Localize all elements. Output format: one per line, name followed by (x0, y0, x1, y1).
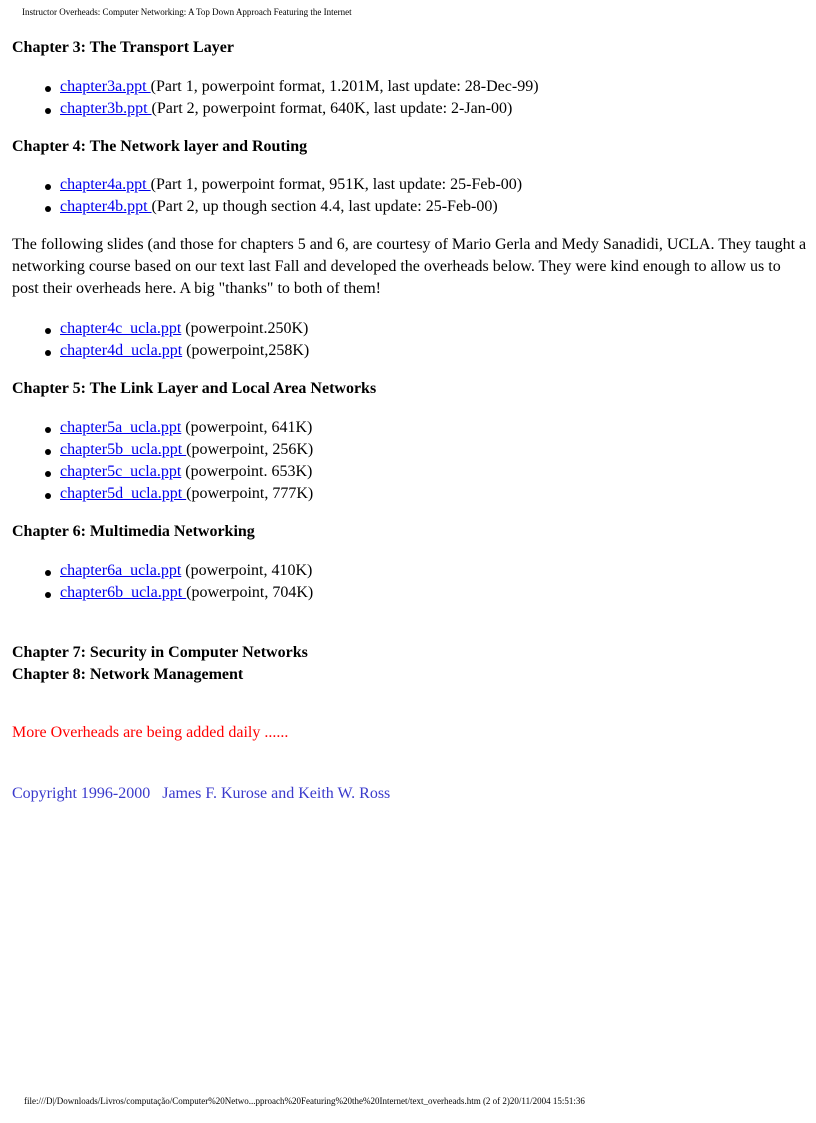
list-item (60, 560, 808, 582)
print-footer-path: file:///D|/Downloads/Livros/computação/Computer%20Netwo...pproach%20Featuring%20the%20Internet/text_overheads.htm (2 of 2)20/11/2004 15:51:36 (24, 1096, 585, 1106)
ucla-courtesy-paragraph: The following slides (and those for chapters 5 and 6, are courtesy of Mario Gerla and Medy Sanadidi, UCLA. They taught a networking course based on our text last Fall and developed the overheads below. They were kind enough to allow us to post their overheads here. A big "thanks" to both of them! (12, 236, 807, 297)
file-description: (Part 1, powerpoint format, 1.201M, last update: 28-Dec-99) (150, 78, 539, 95)
list-item (60, 98, 808, 120)
file-description: (powerpoint.250K) (181, 320, 309, 337)
file-description: (powerpoint, 704K) (186, 584, 314, 601)
print-header-title: Instructor Overheads: Computer Networking: A Top Down Approach Featuring the Internet (22, 7, 352, 17)
chapter6b-ucla-link[interactable]: chapter6b_ucla.ppt (60, 584, 187, 601)
file-description: (Part 2, up though section 4.4, last update: 25-Feb-00) (151, 198, 498, 215)
list-item (60, 483, 808, 505)
chapter-5-list (12, 417, 808, 505)
chapter-7-heading: Chapter 7: Security in Computer Networks (12, 644, 308, 661)
chapter-4-ucla-list (12, 318, 808, 362)
list-item (60, 417, 808, 439)
file-description: (powerpoint, 256K) (186, 441, 314, 458)
chapter5d-ucla-link[interactable]: chapter5d_ucla.ppt (60, 485, 187, 502)
list-item (60, 340, 808, 362)
chapter-5-heading: Chapter 5: The Link Layer and Local Area Networks (12, 380, 377, 397)
chapter-3-heading: Chapter 3: The Transport Layer (12, 39, 234, 56)
chapter-6-list (12, 560, 808, 604)
chapter-6-heading: Chapter 6: Multimedia Networking (12, 523, 255, 540)
overheads-notice: More Overheads are being added daily ...... (12, 724, 289, 741)
file-description: (powerpoint, 777K) (186, 485, 314, 502)
list-item (60, 439, 808, 461)
chapter3a-link[interactable]: chapter3a.ppt (60, 78, 151, 95)
chapter3b-link[interactable]: chapter3b.ppt (60, 100, 152, 117)
chapter5b-ucla-link[interactable]: chapter5b_ucla.ppt (60, 441, 187, 458)
file-description: (powerpoint, 410K) (181, 562, 313, 579)
file-description: (Part 1, powerpoint format, 951K, last update: 25-Feb-00) (150, 176, 523, 193)
file-description: (powerpoint, 641K) (181, 419, 313, 436)
chapter4b-link[interactable]: chapter4b.ppt (60, 198, 152, 215)
copyright-text: Copyright 1996-2000 James F. Kurose and Keith W. Ross (12, 785, 391, 802)
chapter4d-ucla-link[interactable]: chapter4d_ucla.ppt (60, 342, 183, 359)
list-item (60, 174, 808, 196)
list-item (60, 76, 808, 98)
chapter5c-ucla-link[interactable]: chapter5c_ucla.ppt (60, 463, 182, 480)
list-item (60, 318, 808, 340)
file-description: (Part 2, powerpoint format, 640K, last update: 2-Jan-00) (151, 100, 513, 117)
chapter4c-ucla-link[interactable]: chapter4c_ucla.ppt (60, 320, 182, 337)
chapter5a-ucla-link[interactable]: chapter5a_ucla.ppt (60, 419, 182, 436)
chapter-8-heading: Chapter 8: Network Management (12, 666, 244, 683)
file-description: (powerpoint,258K) (182, 342, 310, 359)
chapter-4-list (12, 174, 808, 218)
chapter-3-list (12, 76, 808, 120)
chapter4a-link[interactable]: chapter4a.ppt (60, 176, 151, 193)
file-description: (powerpoint. 653K) (181, 463, 313, 480)
chapter6a-ucla-link[interactable]: chapter6a_ucla.ppt (60, 562, 182, 579)
list-item (60, 582, 808, 604)
list-item (60, 461, 808, 483)
list-item (60, 196, 808, 218)
chapter-4-heading: Chapter 4: The Network layer and Routing (12, 138, 308, 155)
page-content (12, 37, 808, 805)
